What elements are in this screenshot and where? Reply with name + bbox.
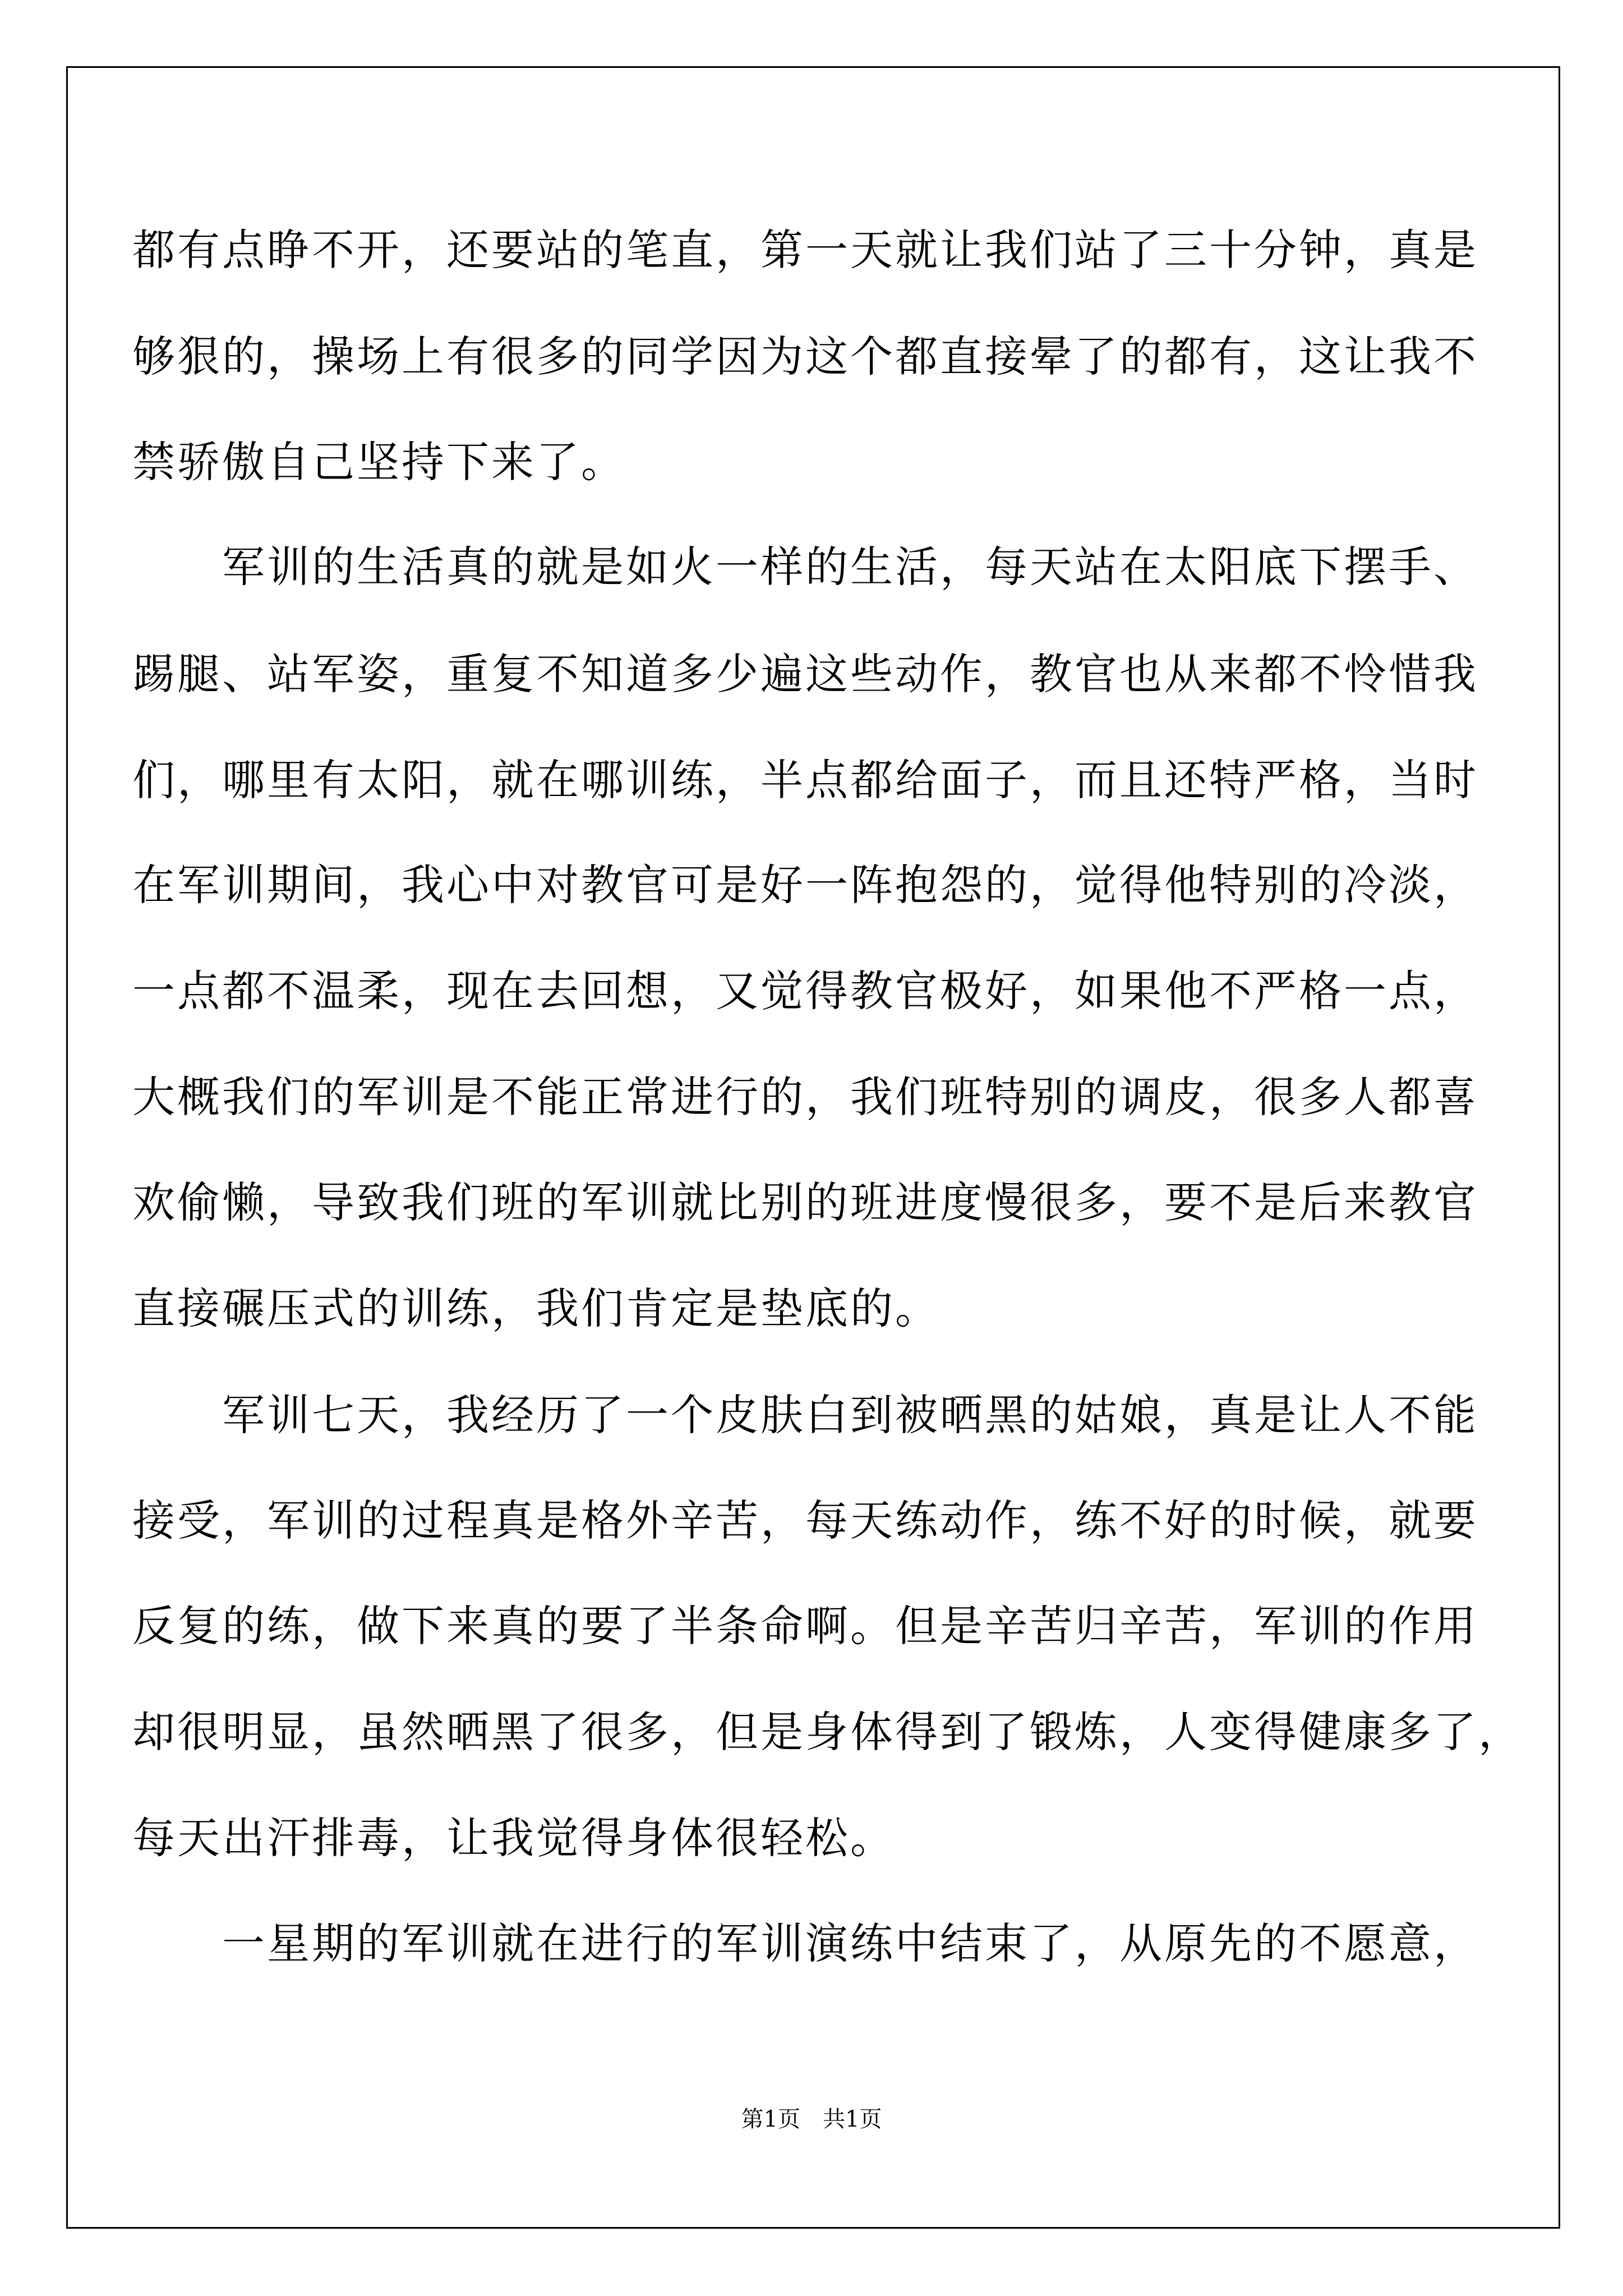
text-line: 反复的练，做下来真的要了半条命啊。但是辛苦归辛苦，军训的作用: [132, 1601, 1478, 1651]
text-line: 却很明显，虽然晒黑了很多，但是身体得到了锻炼，人变得健康多了，: [132, 1707, 1523, 1757]
text-line: 都有点睁不开，还要站的笔直，第一天就让我们站了三十分钟，真是: [132, 225, 1478, 275]
text-line: 每天出汗排毒，让我觉得身体很轻松。: [132, 1813, 895, 1863]
text-line: 军训的生活真的就是如火一样的生活，每天站在太阳底下摆手、: [132, 542, 1478, 592]
text-line: 禁骄傲自己坚持下来了。: [132, 437, 626, 487]
text-line: 一星期的军训就在进行的军训演练中结束了，从原先的不愿意，: [132, 1918, 1478, 1968]
text-line: 大概我们的军训是不能正常进行的，我们班特别的调皮，很多人都喜: [132, 1072, 1478, 1122]
page-border: [66, 66, 1560, 2229]
text-line: 够狠的，操场上有很多的同学因为这个都直接晕了的都有，这让我不: [132, 332, 1478, 381]
text-line: 踢腿、站军姿，重复不知道多少遍这些动作，教官也从来都不怜惜我: [132, 649, 1478, 699]
text-line: 们，哪里有太阳，就在哪训练，半点都给面子，而且还特严格，当时: [132, 755, 1478, 805]
text-line: 一点都不温柔，现在去回想，又觉得教官极好，如果他不严格一点，: [132, 966, 1478, 1016]
page-number-footer: 第1页 共1页: [741, 2106, 882, 2132]
text-line: 欢偷懒，导致我们班的军训就比别的班进度慢很多，要不是后来教官: [132, 1177, 1478, 1227]
text-line: 军训七天，我经历了一个皮肤白到被晒黑的姑娘，真是让人不能: [132, 1390, 1478, 1440]
text-line: 在军训期间，我心中对教官可是好一阵抱怨的，觉得他特别的冷淡，: [132, 860, 1478, 910]
text-line: 接受，军训的过程真是格外辛苦，每天练动作，练不好的时候，就要: [132, 1496, 1478, 1545]
text-line: 直接碾压式的训练，我们肯定是垫底的。: [132, 1283, 940, 1333]
